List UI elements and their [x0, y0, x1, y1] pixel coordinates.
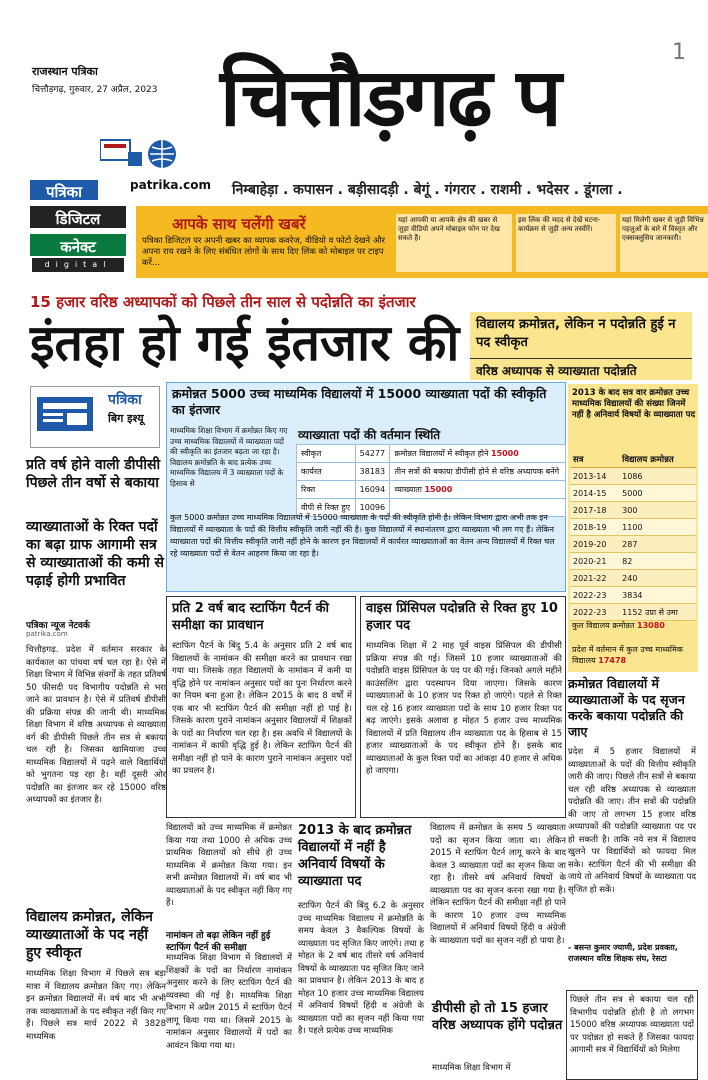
table-cell: 2021-22 — [570, 570, 619, 587]
town-list: निम्बाहेड़ा . कपासन . बड़ीसादड़ी . बेगूं . गंगरार . राशमी . भदेसर . डूंगला . — [232, 182, 623, 198]
dateline: चित्तौड़गढ़, गुरुवार, 27 अप्रैल, 2023 — [32, 85, 158, 95]
total-value: 13080 — [637, 621, 665, 630]
right-callout-body: पिछले तीन सत्र से बकाया चल रही विभागीय पदोन्नति होती है तो लगभग 15000 वरिष्ठ अध्यापक व्याख्याता पदों पर पदोन्नत हो सकते हैं जिसका फायदा आगामी सत्र में विद्यार्थियों को मिलेगा — [570, 995, 694, 1055]
lower-col3-body: विद्यालय में क्रमोन्नत के समय 5 व्याख्याता पदों का सृजन किया जाता था। लेकिन 2015 में स्टाफिंग पैटर्न लागू करने के बाद केवल 3 व्याख्याता पदों का सृजन किया जा रहा है। तीसरे वर्ष अनिवार्य विषयों के व्याख्याता पद का सृजन करना रखा गया है। लेकिन स्टाफिंग पैटर्न की समीक्षा नहीं हो पाने के कारण 10 हजार उच्च माध्यमिक विद्यालयों में अनिवार्य विषयों हिंदी व अंग्रेजी के व्याख्याता पदों का सृजन नहीं हो पाया है। — [430, 823, 566, 946]
publication-name: राजस्थान पत्रिका — [32, 65, 98, 78]
main-headline: इंतहा हो गई इंतजार की — [30, 314, 460, 372]
vice-principal-body: माध्यमिक शिक्षा में 2 माह पूर्व वाइस प्रिंसिपल की डीपीसी प्रक्रिया संपन्न की गई। जिसमें 10 हजार व्याख्याताओं की पदोन्नति वाइस प्रिंसिपल के पद पर की गई। जिनको अगले महीने काउंसलिंग द्वारा पदस्थापन दिया जाएगा। जिसके कारण व्याख्याताओं के 10 हजार पद रिक्त हो जाएंगे। पहले से रिक्त चल रहे 16 हजार व्याख्याता पदों के साथ 10 हजार रिक्त पद बढ़ जाएंगे। इसके अलावा ह मोहत 5 हजार उच्च माध्यमिक विद्यालयों में प्रति विद्यालय तीन व्याख्याता पद के हिसाब से 15 हजार व्याख्याताओं के पद स्वीकृत होने हैं। इसके बाद व्याख्याताओं के कुल रिक्त पदों का आंकड़ा 40 हजार से अधिक हो जाएगा। — [366, 641, 562, 776]
table-cell: तीन सत्रों की बकाया डीपीसी होने से वरिष्ठ अध्यापक बनेंगे — [390, 463, 566, 481]
masthead-title: चित्तौड़गढ़ प — [220, 51, 560, 144]
digital-badge-line3: कनेक्ट — [28, 232, 128, 258]
table-cell: 38183 — [355, 463, 390, 481]
table-row — [570, 587, 696, 604]
table-cell: 240 — [619, 570, 696, 587]
vice-principal-headline: वाइस प्रिंसिपल पदोन्नति से रिक्त हुए 10 हजार पद — [366, 601, 558, 633]
table-cell: 1086 — [619, 468, 696, 485]
table-row — [570, 604, 696, 621]
big-issue-brand: पत्रिका — [108, 392, 142, 408]
lower-col1-subhead: नामांकन तो बढ़ा लेकिन नहीं हुई स्टाफिंग पैटर्न की समीक्षा — [166, 931, 271, 953]
lower-col1-body-2: माध्यमिक शिक्षा विभाग में विद्यालयों में शिक्षकों के पदों का निर्धारण नामांकन अनुसार करने के लिए स्टाफिंग पैटर्न की व्यवस्था की गई है। माध्यमिक शिक्षा विभाग में अप्रैल 2015 में स्टाफिंग पैटर्न लागू किया गया था। जिसमें 2015 के नामांकन अनुसार विद्यालयों में पदों का आवंटन किया गया था। — [166, 953, 292, 1051]
table-cell: 5000 — [619, 485, 696, 502]
left-headline-1: प्रति वर्ष होने वाली डीपीसी पिछले तीन वर्षो से बकाया — [26, 457, 161, 491]
table-cell: 82 — [619, 553, 696, 570]
right-subhead: क्रमोन्नत विद्यालयों में व्याख्याताओं के पद सृजन करके बकाया पदोन्नति की जाए — [568, 676, 685, 739]
table-cell: स्वीकृत — [297, 445, 356, 463]
table-cell: 10096 — [355, 499, 390, 517]
upgrade-table — [570, 452, 696, 621]
total-label: प्रदेश में वर्तमान में कुल उच्च माध्यमिक विद्यालय — [572, 645, 683, 665]
table-cell: रिक्त — [297, 481, 356, 499]
total-label: कुल विद्यालय क्रमोन्नत — [572, 621, 635, 630]
big-issue-label: बिग इश्यू — [108, 412, 144, 425]
quote-attribution: - बसन्त कुमार ज्याणी, प्रदेश प्रवक्ता, राजस्थान वरिष्ठ शिक्षक संघ, रेसटा — [568, 943, 678, 963]
table-row — [570, 570, 696, 587]
lower-col1-body: विद्यालयों को उच्च माध्यमिक में क्रमोन्नत किया गया तथा 1000 से अधिक उच्च प्राथमिक विद्यालयों को सीधे ही उच्च माध्यमिक में क्रमोन्नत किया गया। इन सभी क्रमोन्नत विद्यालयों में। वर्ष बाद भी व्याख्याताओं के पद स्वीकृत नहीं किए गए हैं। — [166, 823, 292, 908]
table-header: विद्यालय क्रमोन्नत — [619, 452, 696, 468]
staffing-pattern-body: स्टाफिंग पैटर्न के बिंदु 5.4 के अनुसार प्रति 2 वर्ष बाद विद्यालयों के नामांकन की समीक्षा करने का प्रावधान रखा गया था। जिसके तहत विद्यालयों के नामांकन में कमी या वृद्धि होने पर नामांकन अनुसार पदों का पुनः निर्धारण करने का नियम बना हुआ है। लेकिन 2015 के बाद 8 वर्षों में एक बार भी स्टाफिंग पैटर्न की समीक्षा नहीं हो पाई है। जिसके कारण पुराने नामांकन अनुसार विद्यालयों में शिक्षकों के पदों का निर्धारण चल रहा है। इस अवधि में विद्यालयों के नामांकन में काफी वृद्धि हुई है। लेकिन स्टाफिंग पैटर्न की समीक्षा नहीं हो पाने के कारण पुराने नामांकन अनुसार पदों का प्रचलन है। — [172, 641, 352, 776]
table-cell: 300 — [619, 502, 696, 519]
promo-info-box: यहां मिलेगी खबर से जुड़ी विभिन्न पहलुओं के बारे में विस्तृत और एक्सक्लूसिव जानकारी। — [620, 214, 708, 272]
table-cell: कार्यरत — [297, 463, 356, 481]
table-cell: 2014-15 — [570, 485, 619, 502]
lower-col3-headline: डीपीसी हो तो 15 हजार वरिष्ठ अध्यापक होंगे पदोन्नत — [432, 1001, 563, 1033]
table-cell: 2013-14 — [570, 468, 619, 485]
stats-box-body: कुल 5000 क्रमोन्नत उच्च माध्यमिक विद्यालयों में 15000 व्याख्याता के पदों की स्वीकृति होनी है। लेकिन विभाग द्वारा अभी तक इन विद्यालयों में व्याख्याता के पदों की वित्तीय स्वीकृति जारी नहीं की है। कुछ विद्यालयों में स्थानांतरण द्वारा व्याख्याता भी लग गए हैं। लेकिन व्याख्याता पदों की वित्तीय स्वीकृति जारी नहीं होने के कारण इन विद्यालयों में कार्यरत व्याख्याताओं का वेतन अन्य विद्यालयों में रिक्त चल रहे व्याख्याता पदों से वेतन आहरण किया जा रहा है। — [170, 513, 555, 558]
digital-badge-line4: digital — [32, 258, 124, 272]
table-row — [297, 463, 566, 481]
table-cell: वीपी से रिक्त हुए — [297, 499, 356, 517]
promo-photo-box: इस लिंक की मदद से देखें घटना-कार्यक्रम से जुड़ी अन्य तस्वीरें। — [516, 214, 616, 272]
current-total — [572, 644, 696, 666]
promo-text: पत्रिका डिजिटल पर अपनी खबर का व्यापक कवरेज, वीडियो व फोटो देखने और अपना राय रखने के लिए संबंधित लोगों के साथ दिए लिंक को मोबाइल पर टाइप करें... — [142, 236, 386, 268]
digital-badge-line1: पत्रिका — [28, 178, 100, 202]
left-subhead: विद्यालय क्रमोन्नत, लेकिन व्याख्याताओं के पद नहीं हुए स्वीकृत — [26, 909, 153, 961]
table-row — [570, 536, 696, 553]
newspaper-icon — [31, 387, 101, 437]
table-cell — [390, 445, 566, 463]
table-row — [297, 481, 566, 499]
table-note-value: 15000 — [424, 485, 453, 494]
patrika-logo-icon — [100, 138, 200, 182]
table-cell: 2022-23 — [570, 604, 619, 621]
table-header: सत्र — [570, 452, 619, 468]
stats-box-headline: क्रमोन्नत 5000 उच्च माध्यमिक विद्यालयों में 15000 व्याख्याता पदों की स्वीकृति का इंतजार — [172, 386, 547, 417]
table-row — [570, 553, 696, 570]
table-cell: 1152 उप्रा से उमा — [619, 604, 696, 621]
total-value: 17478 — [598, 656, 627, 665]
table-cell: 16094 — [355, 481, 390, 499]
digital-badge-line2: डिजिटल — [28, 204, 128, 230]
table-row — [570, 519, 696, 536]
table-note-value: 15000 — [490, 449, 519, 458]
table-header-row — [570, 452, 696, 468]
table-cell: 2018-19 — [570, 519, 619, 536]
table-row — [570, 468, 696, 485]
upgrade-total — [572, 620, 696, 631]
staffing-pattern-headline: प्रति 2 वर्ष बाद स्टाफिंग पैटर्न की समीक्षा का प्रावधान — [172, 601, 329, 633]
table-cell: 2017-18 — [570, 502, 619, 519]
promo-video-box: यहां आपकी या आपके क्षेत्र की खबर से जुड़ा वीडियो अपने मोबाइल फोन पर देख सकते हैं। — [396, 214, 512, 272]
table-note: व्याख्याता — [394, 485, 422, 494]
side-deck-primary: विद्यालय क्रमोन्नत, लेकिन न पदोन्नति हुई न पद स्वीकृत — [470, 312, 692, 360]
upgrade-table-headline: 2013 के बाद सत्र वार क्रमोन्नत उच्च माध्यमिक विद्यालयों की संख्या जिनमें नहीं है अनिवार्य विषयों के व्याख्याता पद — [572, 388, 696, 420]
stats-table-title: व्याख्याता पदों की वर्तमान स्थिति — [298, 428, 441, 442]
table-cell — [390, 481, 566, 499]
table-row — [570, 485, 696, 502]
byline: पत्रिका न्यूज नेटवर्क — [26, 621, 90, 631]
side-deck-secondary: वरिष्ठ अध्यापक से व्याख्याता पदोन्नति — [470, 358, 692, 380]
lower-col3-body-2: माध्यमिक शिक्षा विभाग में — [432, 1063, 511, 1073]
table-row — [297, 445, 566, 463]
table-cell: 2019-20 — [570, 536, 619, 553]
table-cell: 1100 — [619, 519, 696, 536]
left-body-2: माध्यमिक शिक्षा विभाग में पिछले सत्र बड़ा मात्रा में विद्यालय क्रमोन्नत किए गए। लेकिन इन क्रमोन्नत विद्यालयों में। वर्ष बाद भी अभी तक व्याख्याताओं के पद स्वीकृत नहीं किए गए हैं। पिछले सत्र मार्च 2022 में 3828 माध्यमिक — [26, 969, 166, 1042]
page-number: 1 — [672, 40, 686, 65]
table-row — [570, 502, 696, 519]
table-cell: 3834 — [619, 587, 696, 604]
lower-col2-body: स्टाफिंग पैटर्न की बिंदु 6.2 के अनुसार उच्च माध्यमिक विद्यालय में क्रमोन्नति के समय केवल 3 वैकल्पिक विषयों के व्याख्याता पद सृजित किए जाएंगे। तथा ह मोहत के 2 वर्ष बाद तीसरे वर्ष अनिवार्य विषयों के व्याख्याता पद सृजित किए जाने का प्रावधान है। लेकिन 2013 के बाद ह मोहत 10 हजार उच्च माध्यमिक विद्यालय में अनिवार्य विषयों हिंदी व अंग्रेजी के व्याख्याता पदों का सृजन नहीं किया गया है। पहले प्रत्येक उच्च माध्यमिक — [298, 901, 424, 1036]
table-note: क्रमोन्नत विद्यालयों में स्वीकृत होने — [394, 449, 489, 458]
stats-box-intro: माध्यमिक शिक्षा विभाग में क्रमोन्नत किए गए उच्च माध्यमिक विद्यालयों में व्याख्याता पदों की स्वीकृति का इंतजार बढ़ता जा रहा है। विद्यालय क्रमोन्नति के बाद प्रत्येक उच्च माध्यमिक विद्यालय में 3 व्याख्याता पदों के हिसाब से — [170, 426, 288, 488]
byline-url: patrika.com — [26, 630, 68, 638]
left-headline-2: व्याख्याताओं के रिक्त पदों का बढ़ा ग्राफ आगामी सत्र से व्याख्याताओं की कमी से पढ़ाई होगी प्रभावित — [26, 519, 164, 589]
kicker-headline: 15 हजार वरिष्ठ अध्यापकों को पिछले तीन साल से पदोन्नति का इंतजार — [30, 293, 416, 311]
table-cell: 54277 — [355, 445, 390, 463]
left-body-1: चित्तौड़गढ़. प्रदेश में वर्तमान सरकार के कार्यकाल का पांचवा वर्ष चल रहा है। ऐसे में शिक्षा विभाग में विभिन्न संवर्गों के तहत प्रतिवर्ष 50 फीसदी पद विभागीय पदोन्नति से भरा जाने का प्रावधान है। ऐसे में प्रतिवर्ष डीपीसी की प्रक्रिया संपन्न की जानी थी। माध्यमिक शिक्षा विभाग में वरिष्ठ अध्यापक से व्याख्याता वर्ग की डीपीसी पिछले तीन सत्र से बकाया चल रही है। जिसका खामियाजा उच्च माध्यमिक विद्यालयों में पढ़ने वाले विद्यार्थियों को भुगतना पड़ रहा है। वहीं दूसरी ओर पदोन्नति का इंतजार कर रहे 15000 वरिष्ठ अध्यापकों का इंतजार है। — [26, 645, 166, 805]
site-url: patrika.com — [130, 178, 211, 192]
right-body: प्रदेश में 5 हजार विद्यालयों में व्याख्याताओं के पदों की वित्तीय स्वीकृति जारी की जाए। पिछले तीन सत्रों से बकाया चल रही वरिष्ठ अध्यापक से व्याख्याता पदोन्नति की जाए। तीन सत्रों की पदोन्नति की जाए तो लगभग 15 हजार वरिष्ठ अध्यापकों की पदोन्नति व्याख्याता पद पर हो सकती है। ताकि नये सत्र में विद्यालय खुलने पर विद्यार्थियों को फायदा मिल सके। स्टाफिंग पैटर्न की भी समीक्षा की जाये तो अनिवार्य विषयों के व्याख्याता पद सृजित हो सकें। — [568, 747, 696, 895]
table-cell: 2022-23 — [570, 587, 619, 604]
lecturer-posts-table — [296, 444, 566, 517]
lower-col2-headline: 2013 के बाद क्रमोन्नत विद्यालयों में नहीं है अनिवार्य विषयों के व्याख्याता पद — [298, 823, 412, 889]
table-cell: 287 — [619, 536, 696, 553]
promo-title: आपके साथ चलेंगी खबरें — [172, 215, 306, 233]
table-cell: 2020-21 — [570, 553, 619, 570]
